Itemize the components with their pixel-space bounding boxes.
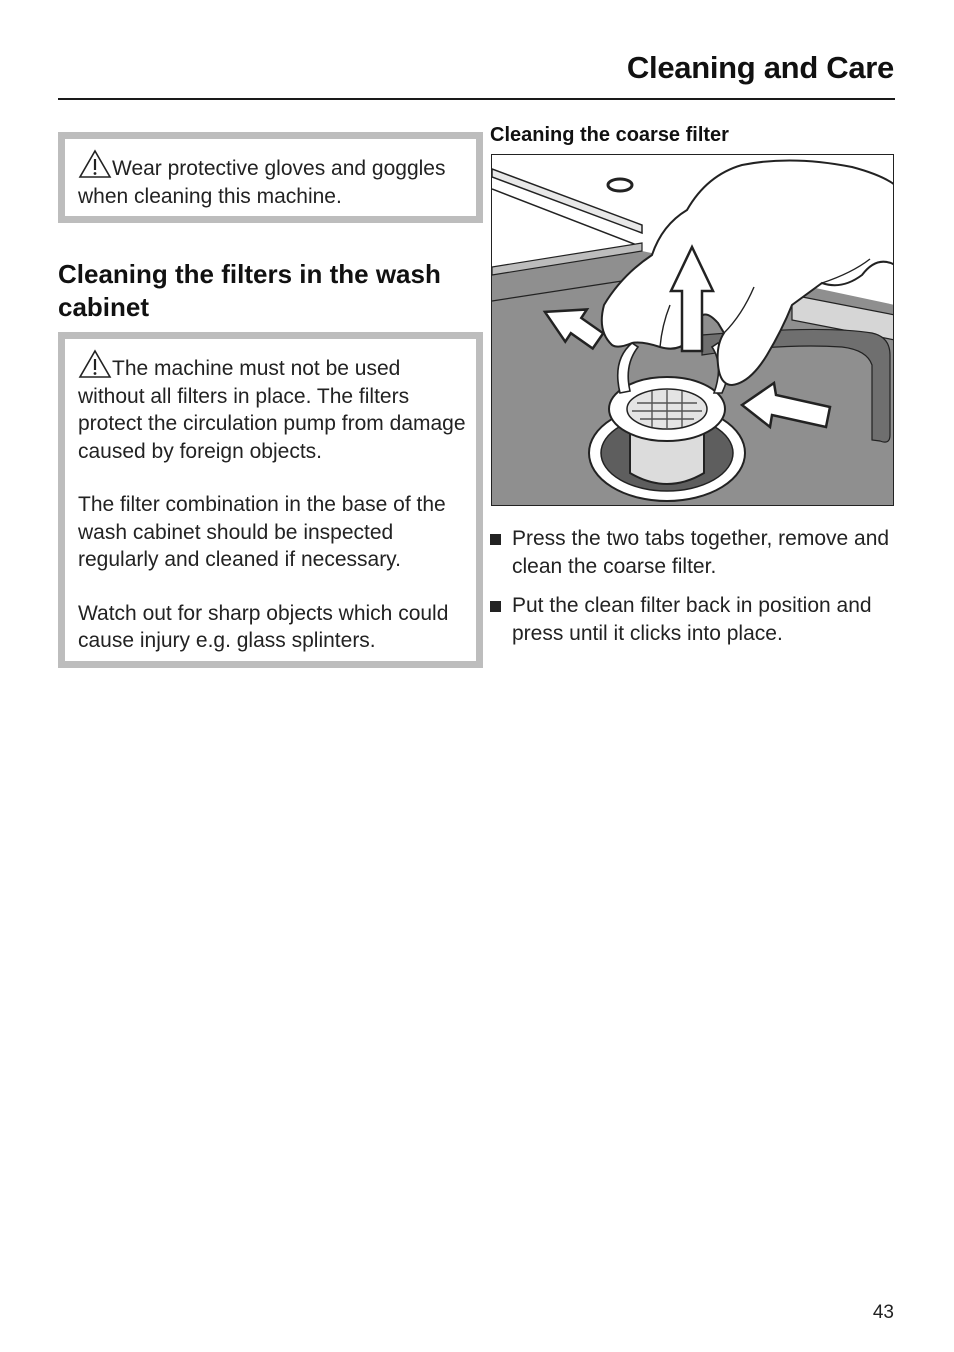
coarse-filter-heading: Cleaning the coarse filter — [490, 124, 729, 146]
warning-paragraph: Watch out for sharp objects which could cause injury e.g. glass splinters. — [78, 601, 449, 652]
step-text: Put the clean filter back in position and press until it clicks into place. — [512, 594, 872, 645]
header-divider — [58, 98, 895, 100]
warning-paragraph: The machine must not be used without all filters in place. The filters protect the circulation pump from damage caused by foreign objects. — [78, 357, 466, 463]
warning-triangle-icon — [78, 349, 112, 379]
bullet-square-icon — [490, 601, 501, 612]
bullet-square-icon — [490, 534, 501, 545]
list-item — [490, 592, 900, 647]
warning-box-gloves — [58, 132, 483, 223]
step-text: Press the two tabs together, remove and clean the coarse filter. — [512, 527, 890, 578]
list-item — [490, 525, 900, 580]
page-title: Cleaning and Care — [626, 50, 894, 85]
warning-paragraph: The filter combination in the base of the wash cabinet should be inspected regularly and cleaned if necessary. — [78, 493, 446, 571]
page-number: 43 — [872, 1302, 894, 1323]
coarse-filter-illustration — [491, 154, 894, 506]
warning-text: Wear protective gloves and goggles when cleaning this machine. — [78, 157, 446, 208]
warning-triangle-icon — [78, 149, 112, 179]
step-list — [490, 525, 900, 659]
coarse-filter-removal-illustration — [492, 155, 894, 506]
section-heading: Cleaning the filters in the wash cabinet — [58, 259, 441, 322]
warning-box-filters — [58, 332, 483, 668]
